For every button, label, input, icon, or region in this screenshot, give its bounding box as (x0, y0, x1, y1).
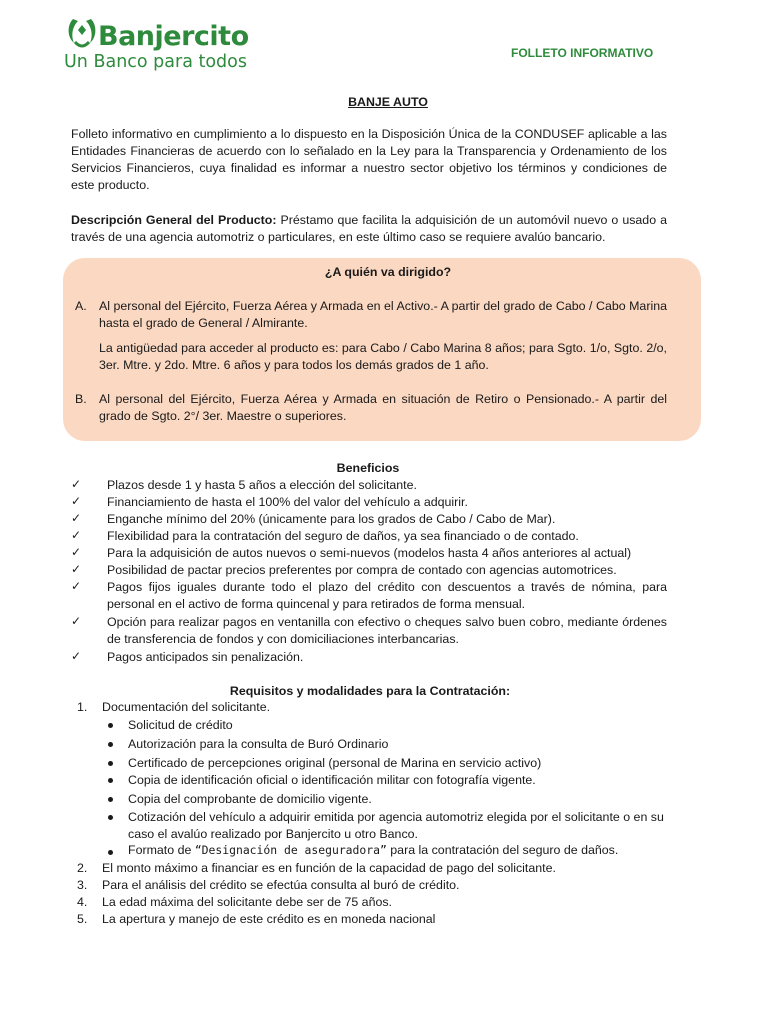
insurance-form-name: “Designación de aseguradora” (194, 843, 387, 857)
document-item: Certificado de percepciones original (personal de Marina en servicio activo) (128, 756, 542, 770)
document-item: Copia del comprobante de domicilio vigente. (128, 792, 372, 806)
target-item-active: Al personal del Ejército, Fuerza Aérea y Armada en el Activo.- A partir del grado de Cabo / Cabo Marina hasta el grado de General / Almirante. (99, 299, 667, 330)
description-text: Préstamo que facilita la adquisición de un automóvil nuevo o usado a través de una agencia automotriz o particulares, en este último caso se requiere avalúo bancario. (71, 213, 667, 244)
target-audience-title: ¿A quién va dirigido? (324, 265, 452, 279)
document-item: Autorización para la consulta de Buró Ordinario (128, 737, 389, 751)
check-mark-icon: ✓ (71, 579, 82, 593)
document-item-insurance-form (128, 842, 668, 859)
check-mark-icon: ✓ (71, 649, 82, 663)
document-item: Cotización del vehículo a adquirir emitida por agencia automotriz elegida por el solicitante o en su caso el avalúo realizado por Banjercito u otro Banco. (128, 810, 664, 841)
document-type-label: FOLLETO INFORMATIVO (511, 46, 654, 60)
requirement-number: 5. (77, 912, 88, 926)
target-item-retired: Al personal del Ejército, Fuerza Aérea y Armada en situación de Retiro o Pensionado.- A partir del grado de Sgto. 2°/ 3er. Maestre o superiores. (99, 392, 667, 423)
check-mark-icon: ✓ (71, 511, 82, 525)
product-description (71, 212, 667, 246)
requirement-item: El monto máximo a financiar es en función de la capacidad de pago del solicitante. (102, 861, 556, 875)
requirement-number: 2. (77, 861, 88, 875)
check-mark-icon: ✓ (71, 545, 82, 559)
check-mark-icon: ✓ (71, 528, 82, 542)
benefit-item: Para la adquisición de autos nuevos o semi-nuevos (modelos hasta 4 años anteriores al actual) (107, 546, 632, 560)
target-item-letter: A. (75, 299, 87, 313)
document-item: Solicitud de crédito (128, 718, 233, 732)
bullet-icon (108, 797, 113, 802)
format-suffix: para la contratación del seguro de daños. (386, 843, 619, 857)
document-item: Copia de identificación oficial o identificación militar con fotografía vigente. (128, 773, 536, 787)
bullet-icon (108, 761, 113, 766)
seniority-note: La antigüedad para acceder al producto es: para Cabo / Cabo Marina 8 años; para Sgto. 1/o, Sgto. 2/o, 3er. Mtre. y 2do. Mtre. 6 años y para todos los demás grados de 1 año. (99, 341, 667, 372)
check-mark-icon: ✓ (71, 477, 82, 491)
check-mark-icon: ✓ (71, 494, 82, 508)
benefit-item: Plazos desde 1 y hasta 5 años a elección del solicitante. (107, 478, 417, 492)
requirement-item: Documentación del solicitante. (102, 700, 271, 714)
logo-brand-name: Banjercito (98, 21, 249, 52)
requirement-number: 3. (77, 878, 88, 892)
logo-tagline: Un Banco para todos (64, 52, 247, 72)
product-title: BANJE AUTO (348, 95, 428, 109)
requirement-item: Para el análisis del crédito se efectúa consulta al buró de crédito. (102, 878, 460, 892)
requirements-title: Requisitos y modalidades para la Contratación: (229, 684, 511, 698)
check-mark-icon: ✓ (71, 562, 82, 576)
benefit-item: Pagos fijos iguales durante todo el plazo del crédito con descuentos a través de nómina, para personal en el activo de forma quincenal y para retirados de forma mensual. (107, 580, 667, 611)
requirement-number: 1. (77, 700, 88, 714)
bullet-icon (108, 742, 113, 747)
description-label: Descripción General del Producto: (71, 213, 277, 227)
check-mark-icon: ✓ (71, 614, 82, 628)
benefits-title: Beneficios (336, 461, 400, 475)
benefit-item: Financiamiento de hasta el 100% del valor del vehículo a adquirir. (107, 495, 468, 509)
bullet-icon (108, 723, 113, 728)
benefit-item: Enganche mínimo del 20% (únicamente para los grados de Cabo / Cabo de Mar). (107, 512, 556, 526)
bullet-icon (108, 815, 113, 820)
target-item-letter: B. (75, 392, 87, 406)
requirement-item: La edad máxima del solicitante debe ser de 75 años. (102, 895, 392, 909)
intro-paragraph: Folleto informativo en cumplimiento a lo dispuesto en la Disposición Única de la CONDUSEF aplicable a las Entidades Financieras de acuerdo con lo señalado en la Ley para la Transparencia y Ordenamiento de los Servicios Financieros, cuya finalidad es informar a nuestro sector objetivo los términos y condiciones de este producto. (71, 127, 667, 192)
bank-emblem-icon (64, 16, 100, 56)
requirement-item: La apertura y manejo de este crédito es en moneda nacional (102, 912, 436, 926)
benefit-item: Posibilidad de pactar precios preferentes por compra de contado con agencias automotrices. (107, 563, 617, 577)
benefit-item: Pagos anticipados sin penalización. (107, 650, 304, 664)
bullet-icon (108, 850, 113, 855)
format-prefix: Formato de (128, 843, 195, 857)
bullet-icon (108, 778, 113, 783)
benefit-item: Flexibilidad para la contratación del seguro de daños, ya sea financiado o de contado. (107, 529, 579, 543)
requirement-number: 4. (77, 895, 88, 909)
benefit-item: Opción para realizar pagos en ventanilla con efectivo o cheques salvo buen cobro, mediante órdenes de transferencia de fondos y con domiciliaciones interbancarias. (107, 615, 667, 646)
banjercito-logo (64, 16, 249, 72)
